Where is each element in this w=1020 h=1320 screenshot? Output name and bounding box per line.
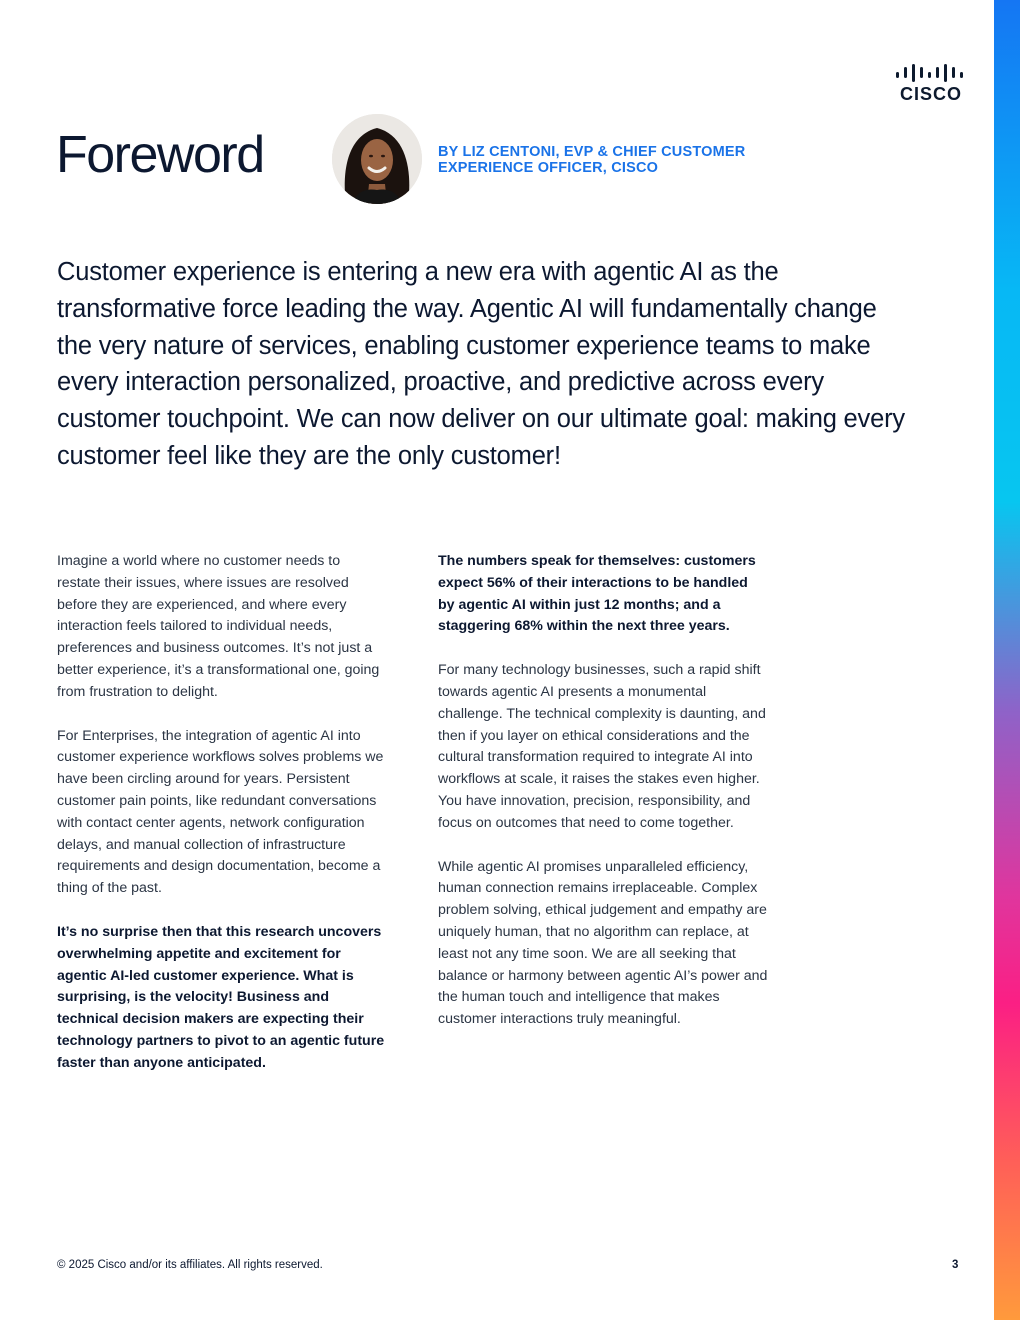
cisco-bars-icon — [894, 64, 966, 82]
cisco-wordmark: CISCO — [900, 84, 963, 104]
right-paragraph-3: While agentic AI promises unparalleled efficiency, human connection remains irreplaceable. Complex problem solving, ethical judgement and empathy are uniquely human, that no algorithm can replace, at least not any time soon. We are all seeking that balance or harmony between agentic AI’s power and the human touch and intelligence that makes customer interactions truly meaningful. — [438, 858, 768, 1028]
right-column — [438, 551, 768, 1053]
gradient-accent-bar — [994, 0, 1020, 1320]
right-paragraph-2: For many technology businesses, such a rapid shift towards agentic AI presents a monumental challenge. The technical complexity is daunting, and then if you layer on ethical considerations and the cultural transformation required to integrate AI into workflows at scale, it raises the stakes even higher. You have innovation, precision, responsibility, and focus on outcomes that need to come together. — [438, 662, 766, 831]
cisco-logo — [890, 64, 968, 106]
byline-line-2: EXPERIENCE OFFICER, CISCO — [438, 159, 659, 176]
right-paragraph-1-bold: The numbers speak for themselves: customers expect 56% of their interactions to be handled by agentic AI within just 12 months; and a staggering 68% within the next three years. — [438, 553, 756, 635]
left-column — [57, 551, 387, 1097]
left-paragraph-2: For Enterprises, the integration of agentic AI into customer experience workflows solves problems we have been circling around for years. Persistent customer pain points, like redundant conversations with contact center agents, network configuration delays, and manual collection of infrastructure requirements and design documentation, become a thing of the past. — [57, 727, 384, 897]
portrait-icon — [332, 114, 422, 204]
page-number: 3 — [952, 1259, 959, 1271]
left-paragraph-1: Imagine a world where no customer needs to restate their issues, where issues are resolved before they are experienced, and where every interaction feels tailored to individual needs, preferences and business outcomes. It’s not just a better experience, it’s a transformational one, going from frustration to delight. — [57, 553, 380, 700]
author-byline — [438, 145, 798, 176]
lede-paragraph: Customer experience is entering a new era with agentic AI as the transformative force leading the way. Agentic AI will fundamentally change the very nature of services, enabling customer experience teams to make every interaction personalized, proactive, and predictive across every customer touchpoint. We can now deliver on our ultimate goal: making every customer feel like they are the only customer! — [57, 258, 905, 470]
byline-line-1: BY LIZ CENTONI, EVP & CHIEF CUSTOMER — [438, 144, 746, 160]
left-paragraph-3-bold: It’s no surprise then that this research uncovers overwhelming appetite and excitement for agentic AI-led customer experience. What is surprising, is the velocity! Business and technical decision makers are expecting their technology partners to pivot to an agentic future faster than anyone anticipated. — [57, 923, 385, 1071]
author-portrait — [332, 114, 422, 204]
copyright-notice: © 2025 Cisco and/or its affiliates. All rights reserved. — [57, 1259, 323, 1271]
page-title: Foreword — [56, 126, 264, 184]
